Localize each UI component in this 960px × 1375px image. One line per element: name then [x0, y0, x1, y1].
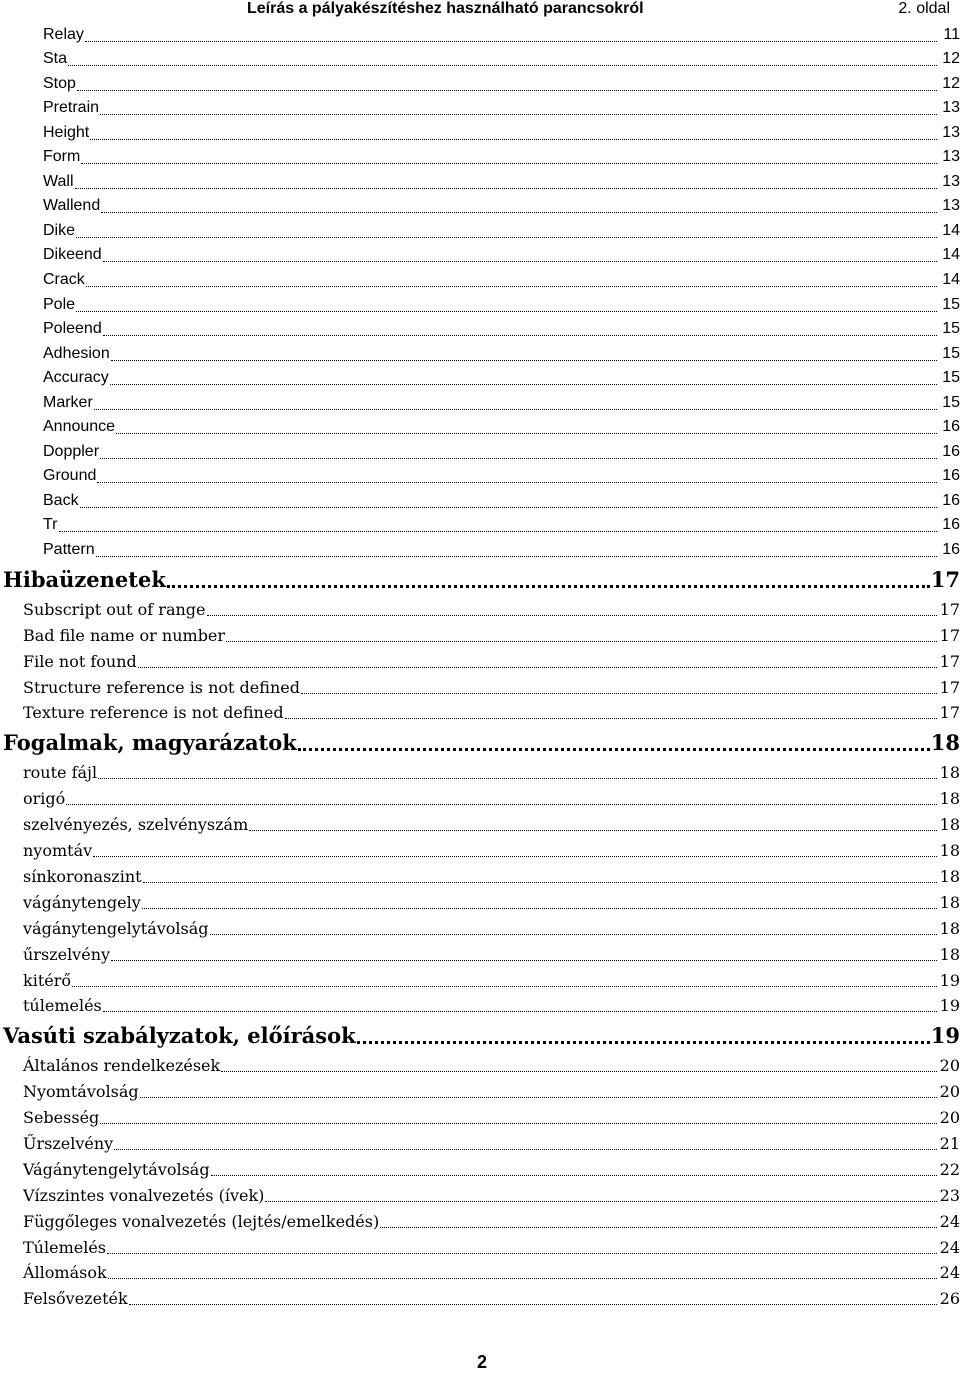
toc-entry-page: 12: [942, 50, 960, 68]
toc-entry-label: origó: [23, 789, 66, 809]
toc-entry-page: 17: [939, 599, 960, 619]
toc-entry-page: 24: [939, 1237, 960, 1257]
toc-entry-page: 18: [939, 866, 960, 886]
toc-entry-page: 17: [939, 677, 960, 697]
toc-entry-label: Marker: [43, 393, 93, 411]
toc-entry-label: Sebesség: [23, 1108, 100, 1128]
toc-entry-label: Wall: [43, 172, 74, 190]
toc-entry-label: szelvényezés, szelvényszám: [23, 815, 249, 835]
toc-entry[interactable]: [0, 341, 960, 366]
toc-entry-label: Bad file name or number: [23, 625, 226, 645]
toc-entry-label: Pole: [43, 295, 76, 313]
toc-section-page: 18: [930, 730, 960, 756]
toc-entry[interactable]: [0, 415, 960, 440]
toc-entry[interactable]: [0, 96, 960, 121]
dot-leader: [101, 212, 937, 213]
dot-leader: [107, 1253, 937, 1254]
dot-leader: [111, 960, 937, 961]
dot-leader: [221, 1071, 937, 1072]
toc-entry[interactable]: [0, 513, 960, 538]
toc-entry[interactable]: [0, 390, 960, 415]
toc-entry-label: Structure reference is not defined: [23, 677, 300, 697]
dot-leader: [249, 830, 937, 831]
toc-group-terms: [0, 759, 960, 1018]
toc-section-label: Hibaüzenetek: [3, 567, 166, 593]
toc-entry-page: 20: [939, 1056, 960, 1076]
toc-entry[interactable]: [0, 194, 960, 219]
toc-entry[interactable]: [0, 1130, 960, 1156]
toc-entry-label: Announce: [43, 418, 116, 436]
toc-entry-page: 13: [942, 148, 960, 166]
toc-entry-label: Vízszintes vonalvezetés (ívek): [23, 1185, 265, 1205]
toc-entry-label: Adhesion: [43, 344, 110, 362]
table-of-contents: [0, 22, 960, 1311]
toc-entry-page: 21: [939, 1133, 960, 1153]
toc-entry-label: kitérő: [23, 970, 71, 990]
toc-entry-page: 18: [939, 944, 960, 964]
toc-entry-page: 20: [939, 1082, 960, 1102]
toc-entry-label: vágánytengelytávolság: [23, 918, 209, 938]
toc-entry[interactable]: [0, 967, 960, 993]
dot-leader: [357, 1041, 930, 1044]
toc-entry-label: túlemelés: [23, 996, 102, 1016]
toc-entry-page: 13: [942, 172, 960, 190]
toc-entry-page: 16: [942, 467, 960, 485]
dot-leader: [80, 507, 937, 508]
toc-entry-label: Túlemelés: [23, 1237, 106, 1257]
toc-entry-page: 17: [939, 651, 960, 671]
toc-entry-label: Texture reference is not defined: [23, 703, 284, 723]
dot-leader: [167, 585, 930, 588]
toc-entry-label: nyomtáv: [23, 841, 93, 861]
dot-leader: [114, 1149, 937, 1150]
toc-entry-page: 12: [942, 74, 960, 92]
toc-entry[interactable]: [0, 317, 960, 342]
toc-entry-label: űrszelvény: [23, 944, 111, 964]
dot-leader: [96, 556, 937, 557]
dot-leader: [76, 311, 937, 312]
toc-entry-page: 22: [939, 1159, 960, 1179]
toc-entry-label: Sta: [43, 50, 68, 68]
toc-entry-page: 16: [942, 491, 960, 509]
toc-entry[interactable]: [0, 941, 960, 967]
toc-entry-page: 24: [939, 1263, 960, 1283]
toc-entry[interactable]: [0, 169, 960, 194]
dot-leader: [298, 748, 930, 751]
toc-entry-page: 16: [942, 442, 960, 460]
dot-leader: [94, 409, 937, 410]
toc-entry[interactable]: [0, 22, 960, 47]
toc-entry-page: 14: [942, 221, 960, 239]
toc-entry-page: 18: [939, 918, 960, 938]
dot-leader: [81, 163, 937, 164]
toc-entry-page: 23: [939, 1185, 960, 1205]
toc-entry-label: Poleend: [43, 320, 102, 338]
toc-entry-label: Űrszelvény: [23, 1133, 114, 1153]
toc-entry-label: sínkoronaszint: [23, 866, 142, 886]
dot-leader: [59, 531, 937, 532]
dot-leader: [97, 482, 937, 483]
toc-entry[interactable]: [0, 120, 960, 145]
toc-entry[interactable]: [0, 596, 960, 622]
toc-section-label: Vasúti szabályzatok, előírások: [3, 1023, 356, 1049]
toc-entry-label: Pattern: [43, 541, 95, 559]
toc-entry[interactable]: [0, 889, 960, 915]
dot-leader: [265, 1201, 937, 1202]
dot-leader: [103, 335, 937, 336]
page-header: [0, 0, 960, 24]
dot-leader: [100, 1123, 937, 1124]
toc-entry-label: Accuracy: [43, 369, 109, 387]
toc-entry-label: Dikeend: [43, 246, 102, 264]
toc-entry-page: 14: [942, 246, 960, 264]
toc-entry-page: 26: [939, 1289, 960, 1309]
toc-section-page: 17: [930, 567, 960, 593]
toc-entry[interactable]: [0, 1078, 960, 1104]
toc-section-label: Fogalmak, magyarázatok: [3, 730, 297, 756]
toc-entry-label: Vágánytengelytávolság: [23, 1159, 210, 1179]
dot-leader: [210, 934, 937, 935]
dot-leader: [211, 1175, 937, 1176]
toc-entry-page: 13: [942, 197, 960, 215]
toc-section-errors[interactable]: [0, 562, 960, 596]
toc-entry[interactable]: [0, 674, 960, 700]
toc-entry[interactable]: [0, 71, 960, 96]
page-footer: [0, 1352, 960, 1373]
toc-entry-label: Pretrain: [43, 99, 100, 117]
toc-entry-label: Nyomtávolság: [23, 1082, 139, 1102]
dot-leader: [98, 778, 937, 779]
toc-entry-label: Wallend: [43, 197, 101, 215]
toc-entry[interactable]: [0, 1052, 960, 1078]
toc-entry-page: 18: [939, 892, 960, 912]
dot-leader: [140, 1097, 937, 1098]
dot-leader: [75, 188, 937, 189]
toc-entry-label: Függőleges vonalvezetés (lejtés/emelkedés): [23, 1211, 380, 1231]
dot-leader: [100, 458, 937, 459]
toc-entry[interactable]: [0, 700, 960, 726]
toc-section-rules[interactable]: [0, 1018, 960, 1052]
dot-leader: [143, 882, 937, 883]
dot-leader: [90, 139, 937, 140]
toc-entry[interactable]: [0, 1104, 960, 1130]
toc-entry[interactable]: [0, 1208, 960, 1234]
toc-entry[interactable]: [0, 648, 960, 674]
toc-entry[interactable]: [0, 863, 960, 889]
toc-entry-label: Dike: [43, 221, 76, 239]
dot-leader: [85, 41, 937, 42]
dot-leader: [103, 261, 937, 262]
toc-entry[interactable]: [0, 1260, 960, 1286]
toc-entry-page: 11: [943, 25, 960, 43]
toc-entry-label: Crack: [43, 271, 85, 289]
dot-leader: [93, 856, 937, 857]
toc-entry[interactable]: [0, 218, 960, 243]
dot-leader: [108, 1278, 937, 1279]
toc-entry-page: 19: [939, 970, 960, 990]
toc-section-terms[interactable]: [0, 725, 960, 759]
toc-group-errors: [0, 596, 960, 725]
toc-entry[interactable]: [0, 1285, 960, 1311]
toc-entry-page: 13: [942, 99, 960, 117]
toc-entry[interactable]: [0, 464, 960, 489]
toc-entry[interactable]: [0, 993, 960, 1019]
dot-leader: [111, 360, 937, 361]
toc-entry[interactable]: [0, 837, 960, 863]
dot-leader: [72, 986, 937, 987]
toc-entry-label: File not found: [23, 651, 137, 671]
dot-leader: [142, 908, 937, 909]
toc-entry-label: Stop: [43, 74, 76, 92]
toc-entry-label: Height: [43, 123, 90, 141]
toc-entry[interactable]: [0, 47, 960, 72]
toc-entry-page: 18: [939, 815, 960, 835]
toc-entry-label: Általános rendelkezések: [23, 1056, 221, 1076]
dot-leader: [86, 286, 937, 287]
dot-leader: [103, 1011, 937, 1012]
toc-entry-label: Ground: [43, 467, 97, 485]
dot-leader: [207, 615, 938, 616]
toc-entry-page: 17: [939, 625, 960, 645]
document-title: Leírás a pályakészítéshez használható parancsokról: [247, 0, 644, 17]
dot-leader: [226, 641, 937, 642]
toc-entry[interactable]: [0, 1156, 960, 1182]
dot-leader: [129, 1304, 937, 1305]
toc-entry-page: 20: [939, 1108, 960, 1128]
toc-entry[interactable]: [0, 915, 960, 941]
dot-leader: [138, 667, 937, 668]
toc-entry[interactable]: [0, 292, 960, 317]
toc-group-rules: [0, 1052, 960, 1311]
toc-entry-label: Subscript out of range: [23, 599, 206, 619]
toc-entry-label: Back: [43, 491, 79, 509]
toc-entry-page: 15: [942, 369, 960, 387]
toc-entry-page: 13: [942, 123, 960, 141]
toc-entry-label: route fájl: [23, 763, 98, 783]
toc-entry-label: Állomások: [23, 1263, 107, 1283]
toc-entry-label: vágánytengely: [23, 892, 141, 912]
page-number: 2: [476, 1352, 487, 1372]
dot-leader: [110, 384, 937, 385]
toc-entry-page: 18: [939, 841, 960, 861]
toc-entry[interactable]: [0, 811, 960, 837]
toc-entry-label: Tr: [43, 516, 58, 534]
toc-entry[interactable]: [0, 759, 960, 785]
toc-entry[interactable]: [0, 622, 960, 648]
toc-entry-page: 14: [942, 271, 960, 289]
dot-leader: [301, 693, 937, 694]
page-label: 2. oldal: [898, 0, 950, 17]
toc-entry[interactable]: [0, 145, 960, 170]
dot-leader: [380, 1227, 937, 1228]
toc-entry-page: 15: [942, 320, 960, 338]
toc-entry-page: 24: [939, 1211, 960, 1231]
toc-entry[interactable]: [0, 488, 960, 513]
toc-entry-label: Doppler: [43, 442, 100, 460]
toc-entry-page: 17: [939, 703, 960, 723]
toc-entry-label: Relay: [43, 25, 84, 43]
toc-entry[interactable]: [0, 1234, 960, 1260]
toc-entry-page: 15: [942, 344, 960, 362]
dot-leader: [68, 65, 937, 66]
dot-leader: [77, 90, 937, 91]
toc-entry[interactable]: [0, 243, 960, 268]
dot-leader: [100, 114, 937, 115]
toc-entry-page: 16: [942, 418, 960, 436]
toc-entry[interactable]: [0, 785, 960, 811]
toc-entry-page: 18: [939, 789, 960, 809]
toc-entry-label: Form: [43, 148, 81, 166]
toc-entry[interactable]: [0, 267, 960, 292]
toc-entry-page: 15: [942, 295, 960, 313]
dot-leader: [116, 433, 937, 434]
dot-leader: [76, 237, 937, 238]
dot-leader: [66, 804, 937, 805]
toc-entry-label: Felsővezeték: [23, 1289, 128, 1309]
toc-entry[interactable]: [0, 1182, 960, 1208]
toc-entry-page: 19: [939, 996, 960, 1016]
toc-entry-page: 18: [939, 763, 960, 783]
toc-entry[interactable]: [0, 439, 960, 464]
toc-section-page: 19: [930, 1023, 960, 1049]
toc-entry-page: 15: [942, 393, 960, 411]
toc-entry-page: 16: [942, 541, 960, 559]
toc-entry[interactable]: [0, 366, 960, 391]
toc-entry-page: 16: [942, 516, 960, 534]
dot-leader: [285, 718, 937, 719]
toc-entry[interactable]: [0, 537, 960, 562]
toc-group-commands: [0, 22, 960, 562]
